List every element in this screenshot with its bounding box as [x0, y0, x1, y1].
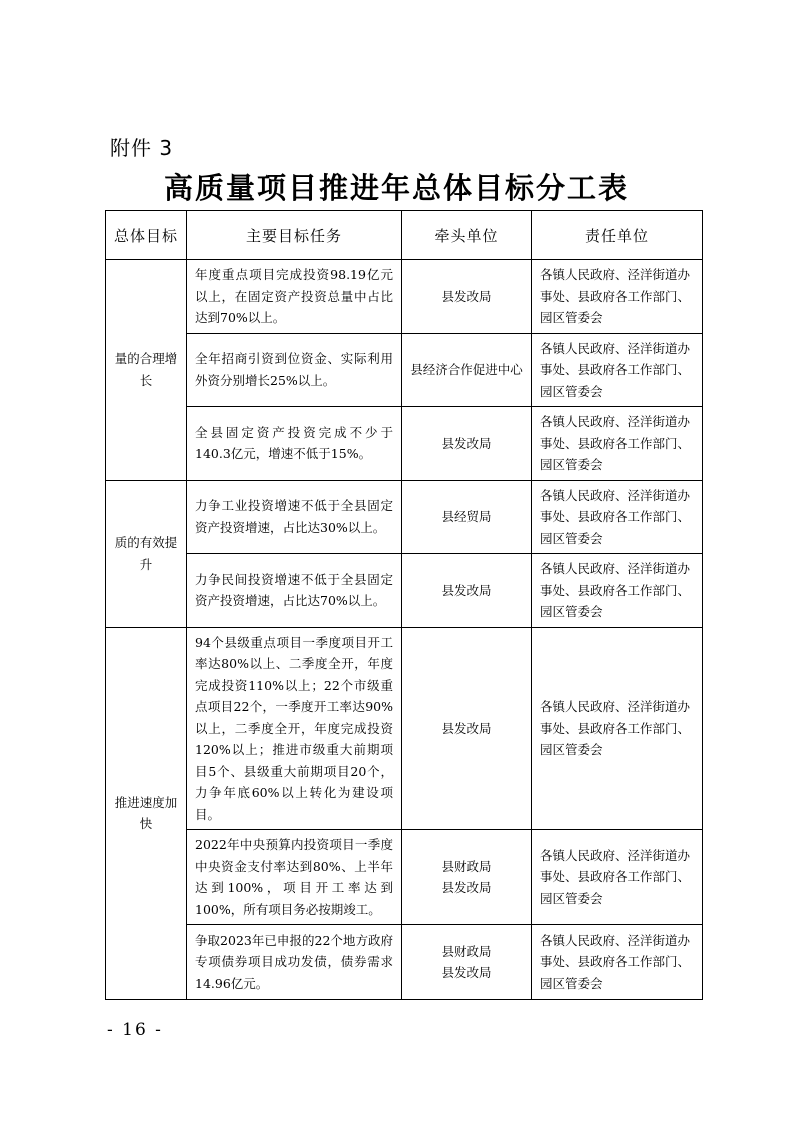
lead-cell: 县经贸局: [402, 480, 532, 554]
header-task: 主要目标任务: [187, 211, 402, 260]
header-lead: 牵头单位: [402, 211, 532, 260]
lead-cell: 县发改局: [402, 407, 532, 481]
table-row: [106, 407, 703, 481]
resp-cell: 各镇人民政府、泾洋街道办事处、县政府各工作部门、园区管委会: [532, 480, 703, 554]
table-row: [106, 925, 703, 1000]
resp-cell: 各镇人民政府、泾洋街道办事处、县政府各工作部门、园区管委会: [532, 925, 703, 1000]
table-header-row: [106, 211, 703, 260]
resp-cell: 各镇人民政府、泾洋街道办事处、县政府各工作部门、园区管委会: [532, 830, 703, 925]
goal-cell: 推进速度加快: [106, 627, 187, 1000]
target-table: [105, 210, 703, 1000]
table-row: [106, 260, 703, 334]
lead-cell: 县发改局: [402, 554, 532, 628]
lead-cell: 县经济合作促进中心: [402, 333, 532, 407]
table-row: [106, 554, 703, 628]
task-cell: 力争工业投资增速不低于全县固定资产投资增速，占比达30%以上。: [187, 480, 402, 554]
attachment-label: 附件 3: [110, 136, 174, 160]
page-number: - 16 -: [107, 1020, 163, 1040]
header-goal: 总体目标: [106, 211, 187, 260]
table-row: [106, 333, 703, 407]
table-row: [106, 480, 703, 554]
header-resp: 责任单位: [532, 211, 703, 260]
task-cell: 全年招商引资到位资金、实际利用外资分别增长25%以上。: [187, 333, 402, 407]
task-cell: 全县固定资产投资完成不少于140.3亿元，增速不低于15%。: [187, 407, 402, 481]
goal-cell: 质的有效提升: [106, 480, 187, 627]
goal-cell: 量的合理增长: [106, 260, 187, 481]
table-row: [106, 627, 703, 830]
lead-cell: 县发改局: [402, 627, 532, 830]
resp-cell: 各镇人民政府、泾洋街道办事处、县政府各工作部门、园区管委会: [532, 627, 703, 830]
lead-cell: 县财政局 县发改局: [402, 925, 532, 1000]
task-cell: 力争民间投资增速不低于全县固定资产投资增速，占比达70%以上。: [187, 554, 402, 628]
resp-cell: 各镇人民政府、泾洋街道办事处、县政府各工作部门、园区管委会: [532, 407, 703, 481]
lead-cell: 县发改局: [402, 260, 532, 334]
table-row: [106, 830, 703, 925]
task-cell: 94个县级重点项目一季度项目开工率达80%以上、二季度全开，年度完成投资110%以上；22个市级重点项目22个，一季度开工率达90%以上，二季度全开，年度完成投资120%以上；推进市级重大前期项目5个、县级重大前期项目20个，力争年底60%以上转化为建设项目。: [187, 627, 402, 830]
page-title: 高质量项目推进年总体目标分工表: [163, 171, 629, 205]
lead-cell: 县财政局 县发改局: [402, 830, 532, 925]
task-cell: 年度重点项目完成投资98.19亿元以上，在固定资产投资总量中占比达到70%以上。: [187, 260, 402, 334]
resp-cell: 各镇人民政府、泾洋街道办事处、县政府各工作部门、园区管委会: [532, 333, 703, 407]
task-cell: 2022年中央预算内投资项目一季度中央资金支付率达到80%、上半年达到100%，项目开工率达到100%，所有项目务必按期竣工。: [187, 830, 402, 925]
resp-cell: 各镇人民政府、泾洋街道办事处、县政府各工作部门、园区管委会: [532, 260, 703, 334]
task-cell: 争取2023年已申报的22个地方政府专项债券项目成功发债，债券需求14.96亿元。: [187, 925, 402, 1000]
resp-cell: 各镇人民政府、泾洋街道办事处、县政府各工作部门、园区管委会: [532, 554, 703, 628]
